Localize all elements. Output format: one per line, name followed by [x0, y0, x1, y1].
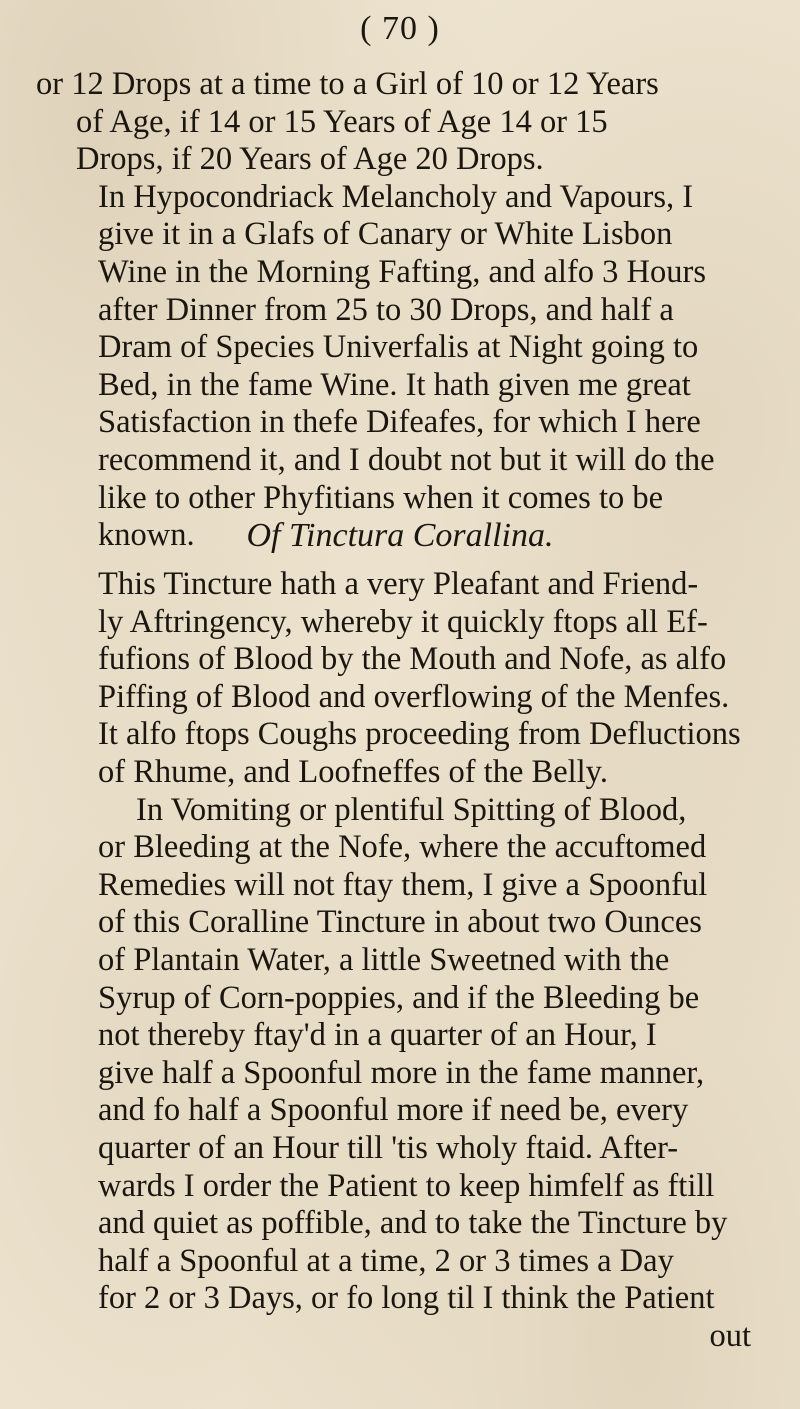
paragraph-doses: [36, 66, 771, 555]
text-line: fufions of Blood by the Mouth and Nofe, as alfo: [98, 641, 727, 678]
text-line: and fo half a Spoonful more if need be, every: [98, 1092, 689, 1129]
text-line: known.: [98, 517, 195, 554]
text-line: It alfo ftops Coughs proceeding from Defluctions: [98, 716, 741, 753]
text-line: after Dinner from 25 to 30 Drops, and half a: [98, 291, 674, 328]
text-line: like to other Phyfitians when it comes to be: [98, 479, 664, 516]
text-line: give half a Spoonful more in the fame manner,: [98, 1054, 705, 1091]
page-number: ( 70 ): [360, 10, 440, 47]
text-line: or Bleeding at the Nofe, where the accuftomed: [98, 829, 707, 866]
text-line: In Hypocondriack Melancholy and Vapours, I: [98, 178, 694, 215]
text-line: of this Coralline Tincture in about two Ounces: [98, 904, 702, 941]
text-line: of Age, if 14 or 15 Years of Age 14 or 15: [76, 103, 608, 140]
catchword: out: [709, 1317, 751, 1354]
text-line: Piffing of Blood and overflowing of the Menfes.: [98, 678, 730, 715]
text-line: ly Aftringency, whereby it quickly ftops all Ef-: [98, 603, 708, 640]
text-line: Wine in the Morning Fafting, and alfo 3 Hours: [98, 253, 706, 290]
text-line: wards I order the Patient to keep himfelf as ftill: [98, 1167, 715, 1204]
page-header: [0, 0, 800, 60]
text-line: Bed, in the fame Wine. It hath given me great: [98, 366, 691, 403]
section-heading: Of Tinctura Corallina.: [246, 517, 554, 554]
text-line: This Tincture hath a very Pleafant and Friend-: [98, 566, 699, 602]
text-line: of Plantain Water, a little Sweetned with the: [98, 941, 670, 978]
text-line: Dram of Species Univerfalis at Night going to: [98, 329, 699, 366]
text-line: of Rhume, and Loofneffes of the Belly.: [98, 753, 608, 790]
text-line: not thereby ftay'd in a quarter of an Hour, I: [98, 1017, 657, 1054]
text-line: Satisfaction in thefe Difeafes, for which I here: [98, 404, 701, 441]
text-line: In Vomiting or plentiful Spitting of Blood,: [136, 791, 687, 828]
text-line: or 12 Drops at a time to a Girl of 10 or 12 Years: [36, 66, 659, 102]
text-line: Drops, if 20 Years of Age 20 Drops.: [76, 141, 544, 178]
text-line: Remedies will not ftay them, I give a Spoonful: [98, 866, 708, 903]
text-line: quarter of an Hour till 'tis wholy ftaid. After-: [98, 1129, 679, 1166]
text-line: give it in a Glafs of Canary or White Lisbon: [98, 216, 673, 253]
text-line: half a Spoonful at a time, 2 or 3 times a Day: [98, 1242, 674, 1279]
text-line: and quiet as poffible, and to take the Tincture by: [98, 1205, 728, 1242]
text-line: for 2 or 3 Days, or fo long til I think the Patient: [98, 1280, 715, 1317]
paragraph-tinctura-corallina: [36, 566, 771, 1355]
text-line: recommend it, and I doubt not but it will do the: [98, 441, 715, 478]
text-line: Syrup of Corn-poppies, and if the Bleeding be: [98, 979, 700, 1016]
